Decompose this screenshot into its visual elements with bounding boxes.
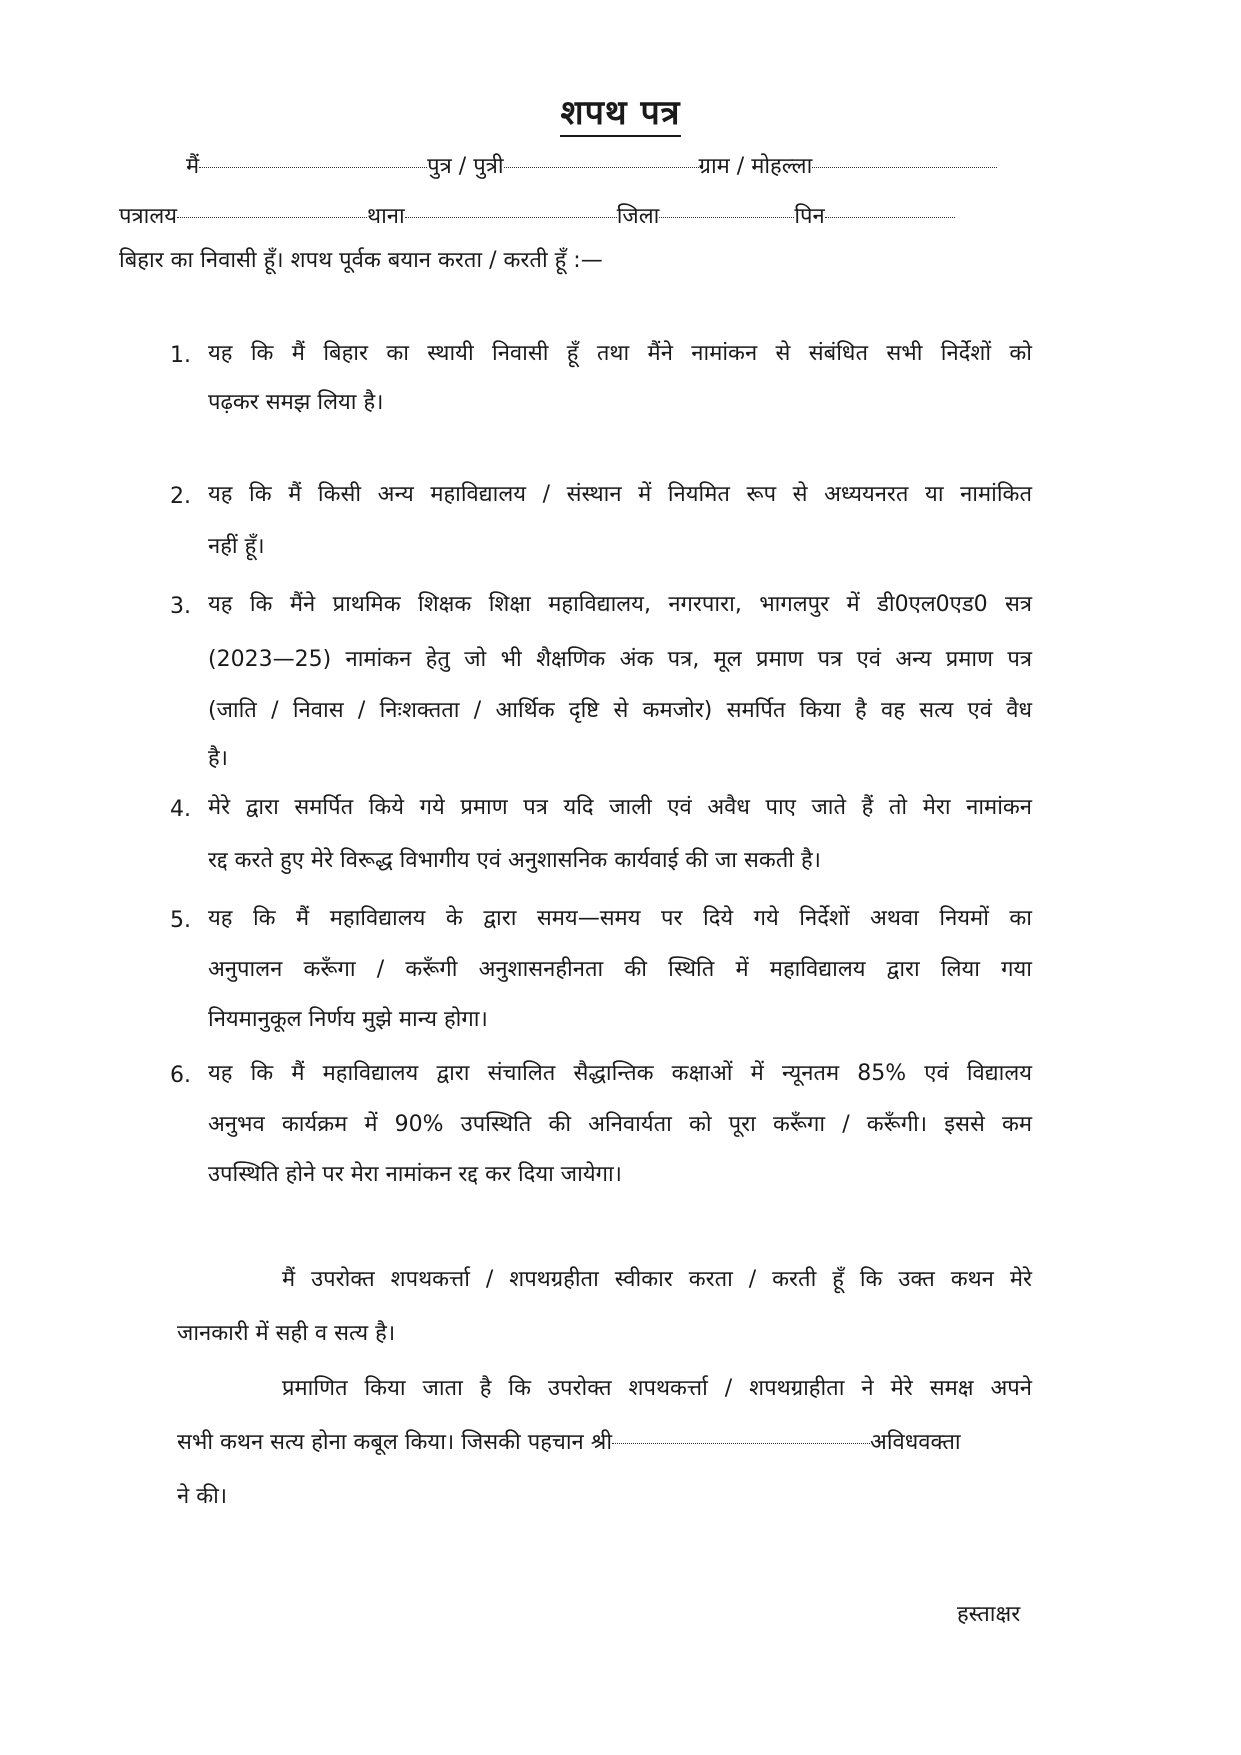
page-title: शपथ पत्र (0, 88, 1241, 134)
police-station-label: थाना (367, 204, 405, 229)
identifier-label: सभी कथन सत्य होना कबूल किया। जिसकी पहचान श्री (177, 1430, 613, 1455)
clause-line: अनुभव कार्यक्रम में 90% उपस्थिति की अनिवार्यता को पूरा करूँगा / करूँगी। इससे कम (208, 1112, 1032, 1137)
clause-line: नियमानुकूल निर्णय मुझे मान्य होगा। (208, 1007, 488, 1032)
certification-line-2 (177, 1426, 1032, 1456)
clause-line: पढ़कर समझ लिया है। (208, 390, 384, 415)
clause-line: यह कि मैंने प्राथमिक शिक्षक शिक्षा महाविद्यालय, नगरपारा, भागलपुर में डी0एल0एड0 सत्र (208, 592, 1032, 617)
name-label: मैं (186, 154, 200, 179)
certification-line: ने की। (177, 1484, 228, 1509)
district-label: जिला (616, 204, 660, 229)
village-label: ग्राम / मोहल्ला (698, 154, 813, 179)
post-office-blank[interactable] (177, 216, 367, 218)
clause-line: यह कि मैं महाविद्यालय के द्वारा समय—समय पर दिये गये निर्देशों अथवा नियमों का (208, 906, 1032, 931)
clause-number: 2. (170, 484, 191, 509)
clause-line: यह कि मैं किसी अन्य महाविद्यालय / संस्थान में नियमित रूप से अध्ययनरत या नामांकित (208, 482, 1032, 507)
clause-line: अनुपालन करूँगा / करूँगी अनुशासनहीनता की स्थिति में महाविद्यालय द्वारा लिया गया (208, 957, 1032, 982)
post-office-label: पत्रालय (119, 204, 178, 229)
clause-line: मेरे द्वारा समर्पित किये गये प्रमाण पत्र यदि जाली एवं अवैध पाए जाते हैं तो मेरा नामांकन (208, 795, 1032, 820)
district-blank[interactable] (659, 216, 794, 218)
son-daughter-label: पुत्र / पुत्री (427, 154, 504, 179)
clause-number: 6. (170, 1063, 191, 1088)
advocate-label: अविधवक्ता (870, 1430, 961, 1455)
clause-line: यह कि मैं बिहार का स्थायी निवासी हूँ तथा मैंने नामांकन से संबंधित सभी निर्देशों को (208, 341, 1032, 366)
clause-number: 5. (170, 908, 191, 933)
parent-name-blank[interactable] (504, 166, 699, 168)
clause-number: 1. (170, 343, 191, 368)
name-blank[interactable] (199, 166, 427, 168)
village-blank[interactable] (812, 166, 997, 168)
residence-statement: बिहार का निवासी हूँ। शपथ पूर्वक बयान करता / करती हूँ :— (119, 248, 603, 273)
clause-number: 3. (170, 594, 191, 619)
clause-line: रद्द करते हुए मेरे विरूद्ध विभागीय एवं अनुशासनिक कार्यवाई की जा सकती है। (208, 848, 822, 873)
clause-line: उपस्थिति होने पर मेरा नामांकन रद्द कर दिया जायेगा। (208, 1162, 622, 1187)
declaration-line: मैं उपरोक्त शपथकर्त्ता / शपथग्रहीता स्वीकार करता / करती हूँ कि उक्त कथन मेरे (282, 1267, 1032, 1292)
declaration-line: जानकारी में सही व सत्य है। (177, 1321, 396, 1346)
clause-line: (जाति / निवास / निःशक्तता / आर्थिक दृष्टि से कमजोर) समर्पित किया है वह सत्य एवं वैध (208, 698, 1032, 723)
clause-line: नहीं हूँ। (208, 534, 265, 559)
header-line-2 (119, 200, 1031, 230)
police-station-blank[interactable] (405, 216, 617, 218)
pin-blank[interactable] (825, 216, 955, 218)
advocate-name-blank[interactable] (612, 1442, 870, 1444)
clause-line: यह कि मैं महाविद्यालय द्वारा संचालित सैद्धान्तिक कक्षाओं में न्यूनतम 85% एवं विद्यालय (208, 1061, 1032, 1086)
pin-label: पिन (794, 204, 825, 229)
clause-line: (2023—25) नामांकन हेतु जो भी शैक्षणिक अंक पत्र, मूल प्रमाण पत्र एवं अन्य प्रमाण पत्र (208, 647, 1032, 672)
header-line-1 (186, 150, 1031, 180)
clause-number: 4. (170, 797, 191, 822)
certification-line: प्रमाणित किया जाता है कि उपरोक्त शपथकर्त्ता / शपथग्राहीता ने मेरे समक्ष अपने (282, 1376, 1032, 1401)
clause-line: है। (208, 746, 229, 771)
signature-label: हस्ताक्षर (957, 1602, 1021, 1627)
